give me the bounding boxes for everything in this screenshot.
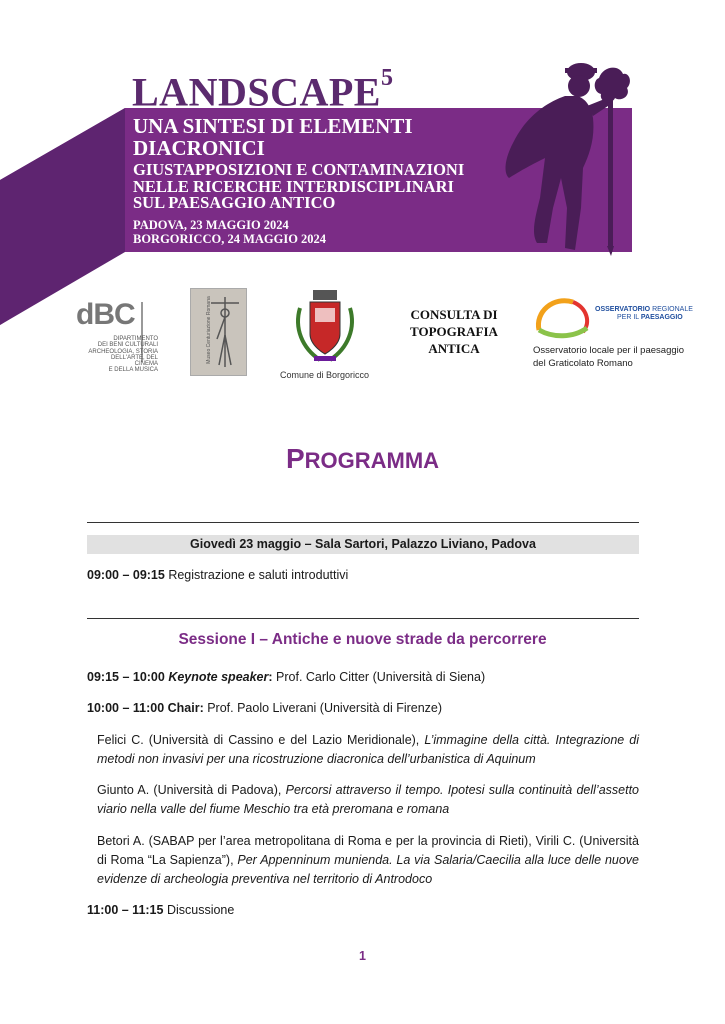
museo-logo: Museo Centuriazione Romana <box>190 288 247 376</box>
programma-heading: PROGRAMMA <box>285 443 440 474</box>
talk-felici: Felici C. (Università di Cassino e del Lazio Meridionale), L’immagine della città. Integrazione di metodi non invasivi per una ricostruzione diacronica dell’urbanistica di Aquinum <box>97 733 639 766</box>
chair-item: 10:00 – 11:00 Chair: Prof. Paolo Liverani (Università di Firenze) <box>87 701 443 715</box>
keynote-item: 09:15 – 10:00 Keynote speaker: Prof. Carlo Citter (Università di Siena) <box>87 670 486 684</box>
day-bar: Giovedì 23 maggio – Sala Sartori, Palazzo Liviano, Padova <box>87 535 639 554</box>
consulta-topografia-logo: CONSULTA DI TOPOGRAFIA ANTICA <box>410 307 498 356</box>
session-title: Sessione I – Antiche e nuove strade da percorrere <box>178 631 547 648</box>
osservatorio-mark-icon <box>533 292 593 340</box>
theme-text: GIUSTAPPOSIZIONI E CONTAMINAZIONI NELLE RICERCHE INTERDISCIPLINARI SUL PAESAGGIO ANTICO <box>133 160 465 212</box>
discussion-item: 11:00 – 11:15 Discussione <box>87 903 235 917</box>
coat-of-arms-icon <box>290 288 360 368</box>
divider-top <box>87 522 639 523</box>
conference-title: LANDSCAPE$^5$ <box>132 65 394 115</box>
talk-giunto: Giunto A. (Università di Padova), Percorsi attraverso il tempo. Ipotesi sulla continuità dell’assetto viario nella valle del fiume Meschio tra età preromana e romana <box>97 783 639 816</box>
talk-betori-virili: Betori A. (SABAP per l’area metropolitana di Roma e per la provincia di Rieti), Virili C. (Università di Roma “La Sapienza”), Per Appenninum munienda. La via Salaria/Caecilia alla luce delle nuove evidenze di archeologia preventiva nel territorio di Antrodoco <box>97 834 639 886</box>
page-number: 1 <box>359 949 366 963</box>
dbc-logo: dBC DIPARTIMENTO DEI BENI CULTURALI ARCHEOLOGIA, STORIA DELL'ARTE, DEL CINEMA E DELLA MUSICA <box>76 298 158 374</box>
torch-figure-silhouette <box>495 58 640 268</box>
registration-item: 09:00 – 09:15 Registrazione e saluti introduttivi <box>87 568 349 582</box>
event-dates: PADOVA, 23 MAGGIO 2024 BORGORICCO, 24 MAGGIO 2024 <box>133 218 327 246</box>
subtitle: UNA SINTESI DI ELEMENTI DIACRONICI <box>133 114 413 160</box>
divider-session <box>87 618 639 619</box>
